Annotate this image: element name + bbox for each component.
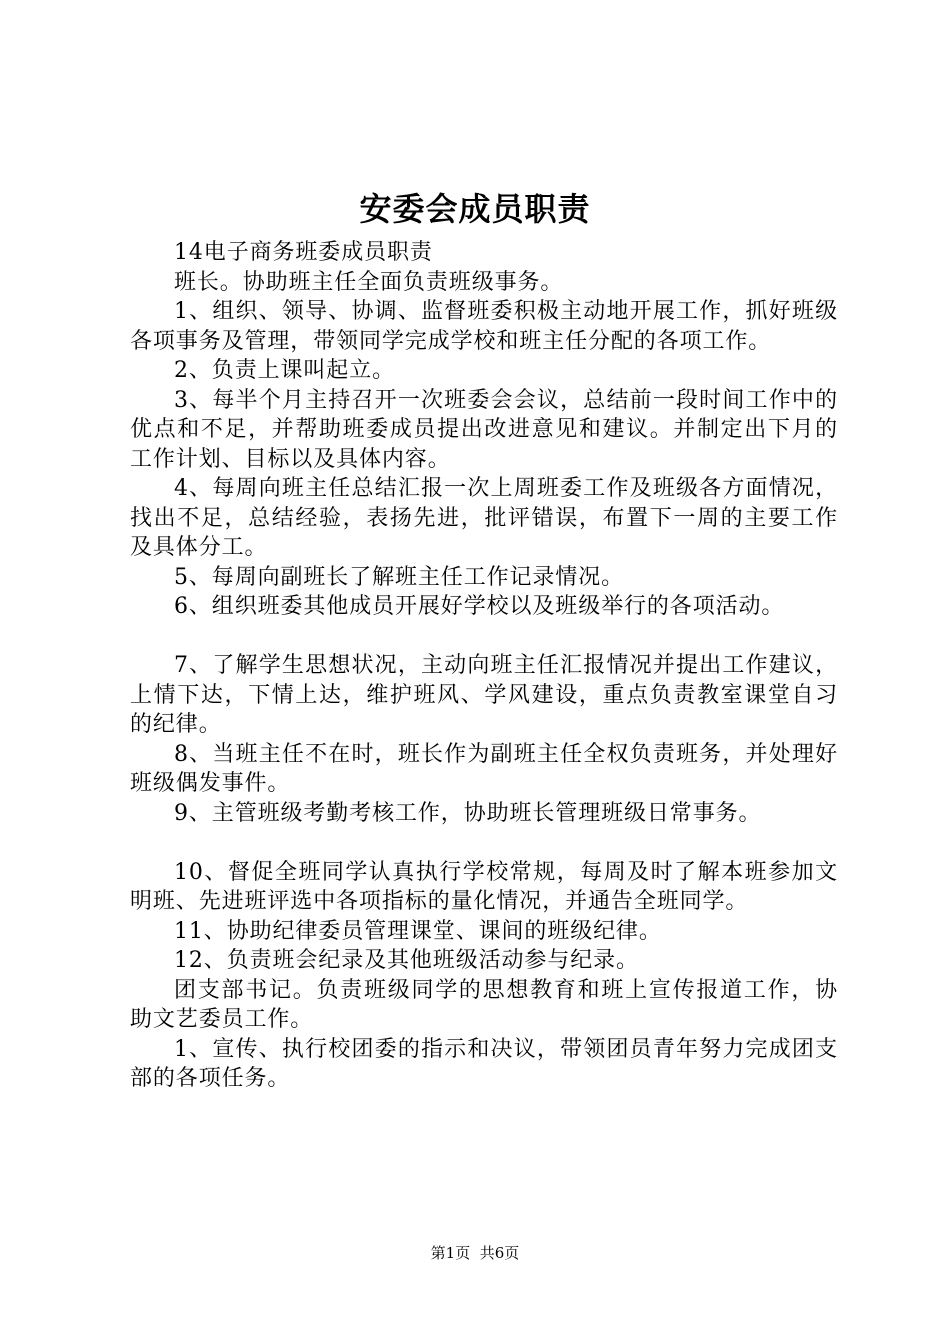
paragraph: 11、协助纪律委员管理课堂、课间的班级纪律。	[174, 918, 662, 944]
paragraph: 12、负责班会纪录及其他班级活动参与纪录。	[174, 948, 639, 973]
paragraph: 8、当班主任不在时，班长作为副班主任全权负责班务，并处理好班级偶发事件。	[130, 741, 838, 796]
paragraph: 3、每半个月主持召开一次班委会会议，总结前一段时间工作中的优点和不足，并帮助班委成员提出改进意见和建议。并制定出下月的工作计划、目标以及具体内容。	[130, 387, 838, 472]
paragraph: 1、组织、领导、协调、监督班委积极主动地开展工作，抓好班级各项事务及管理，带领同学完成学校和班主任分配的各项工作。	[130, 299, 838, 354]
paragraph: 5、每周向副班长了解班主任工作记录情况。	[174, 564, 624, 590]
paragraph: 9、主管班级考勤考核工作，协助班长管理班级日常事务。	[174, 800, 762, 826]
paragraph: 14电子商务班委成员职责	[174, 240, 433, 265]
document-title: 安委会成员职责	[359, 190, 591, 228]
paragraph: 4、每周向班主任总结汇报一次上周班委工作及班级各方面情况，找出不足，总结经验，表扬先进，批评错误，布置下一周的主要工作及具体分工。	[130, 476, 838, 560]
paragraph: 7、了解学生思想状况，主动向班主任汇报情况并提出工作建议，上情下达，下情上达，维护班风、学风建设，重点负责教室课堂自习的纪律。	[130, 653, 838, 737]
paragraph: 团支部书记。负责班级同学的思想教育和班上宣传报道工作，协助文艺委员工作。	[130, 977, 838, 1032]
paragraph: 1、宣传、执行校团委的指示和决议，带领团员青年努力完成团支部的各项任务。	[130, 1036, 838, 1091]
page-footer	[0, 1243, 950, 1263]
paragraph: 6、组织班委其他成员开展好学校以及班级举行的各项活动。	[174, 594, 785, 619]
paragraph: 2、负责上课叫起立。	[174, 358, 395, 383]
paragraph: 10、督促全班同学认真执行学校常规，每周及时了解本班参加文明班、先进班评选中各项指标的量化情况，并通告全班同学。	[130, 859, 838, 914]
paragraph: 班长。协助班主任全面负责班级事务。	[174, 269, 564, 295]
page-number: 第1页	[430, 1244, 471, 1262]
page-total: 共6页	[479, 1244, 520, 1262]
document-body	[130, 238, 838, 1094]
